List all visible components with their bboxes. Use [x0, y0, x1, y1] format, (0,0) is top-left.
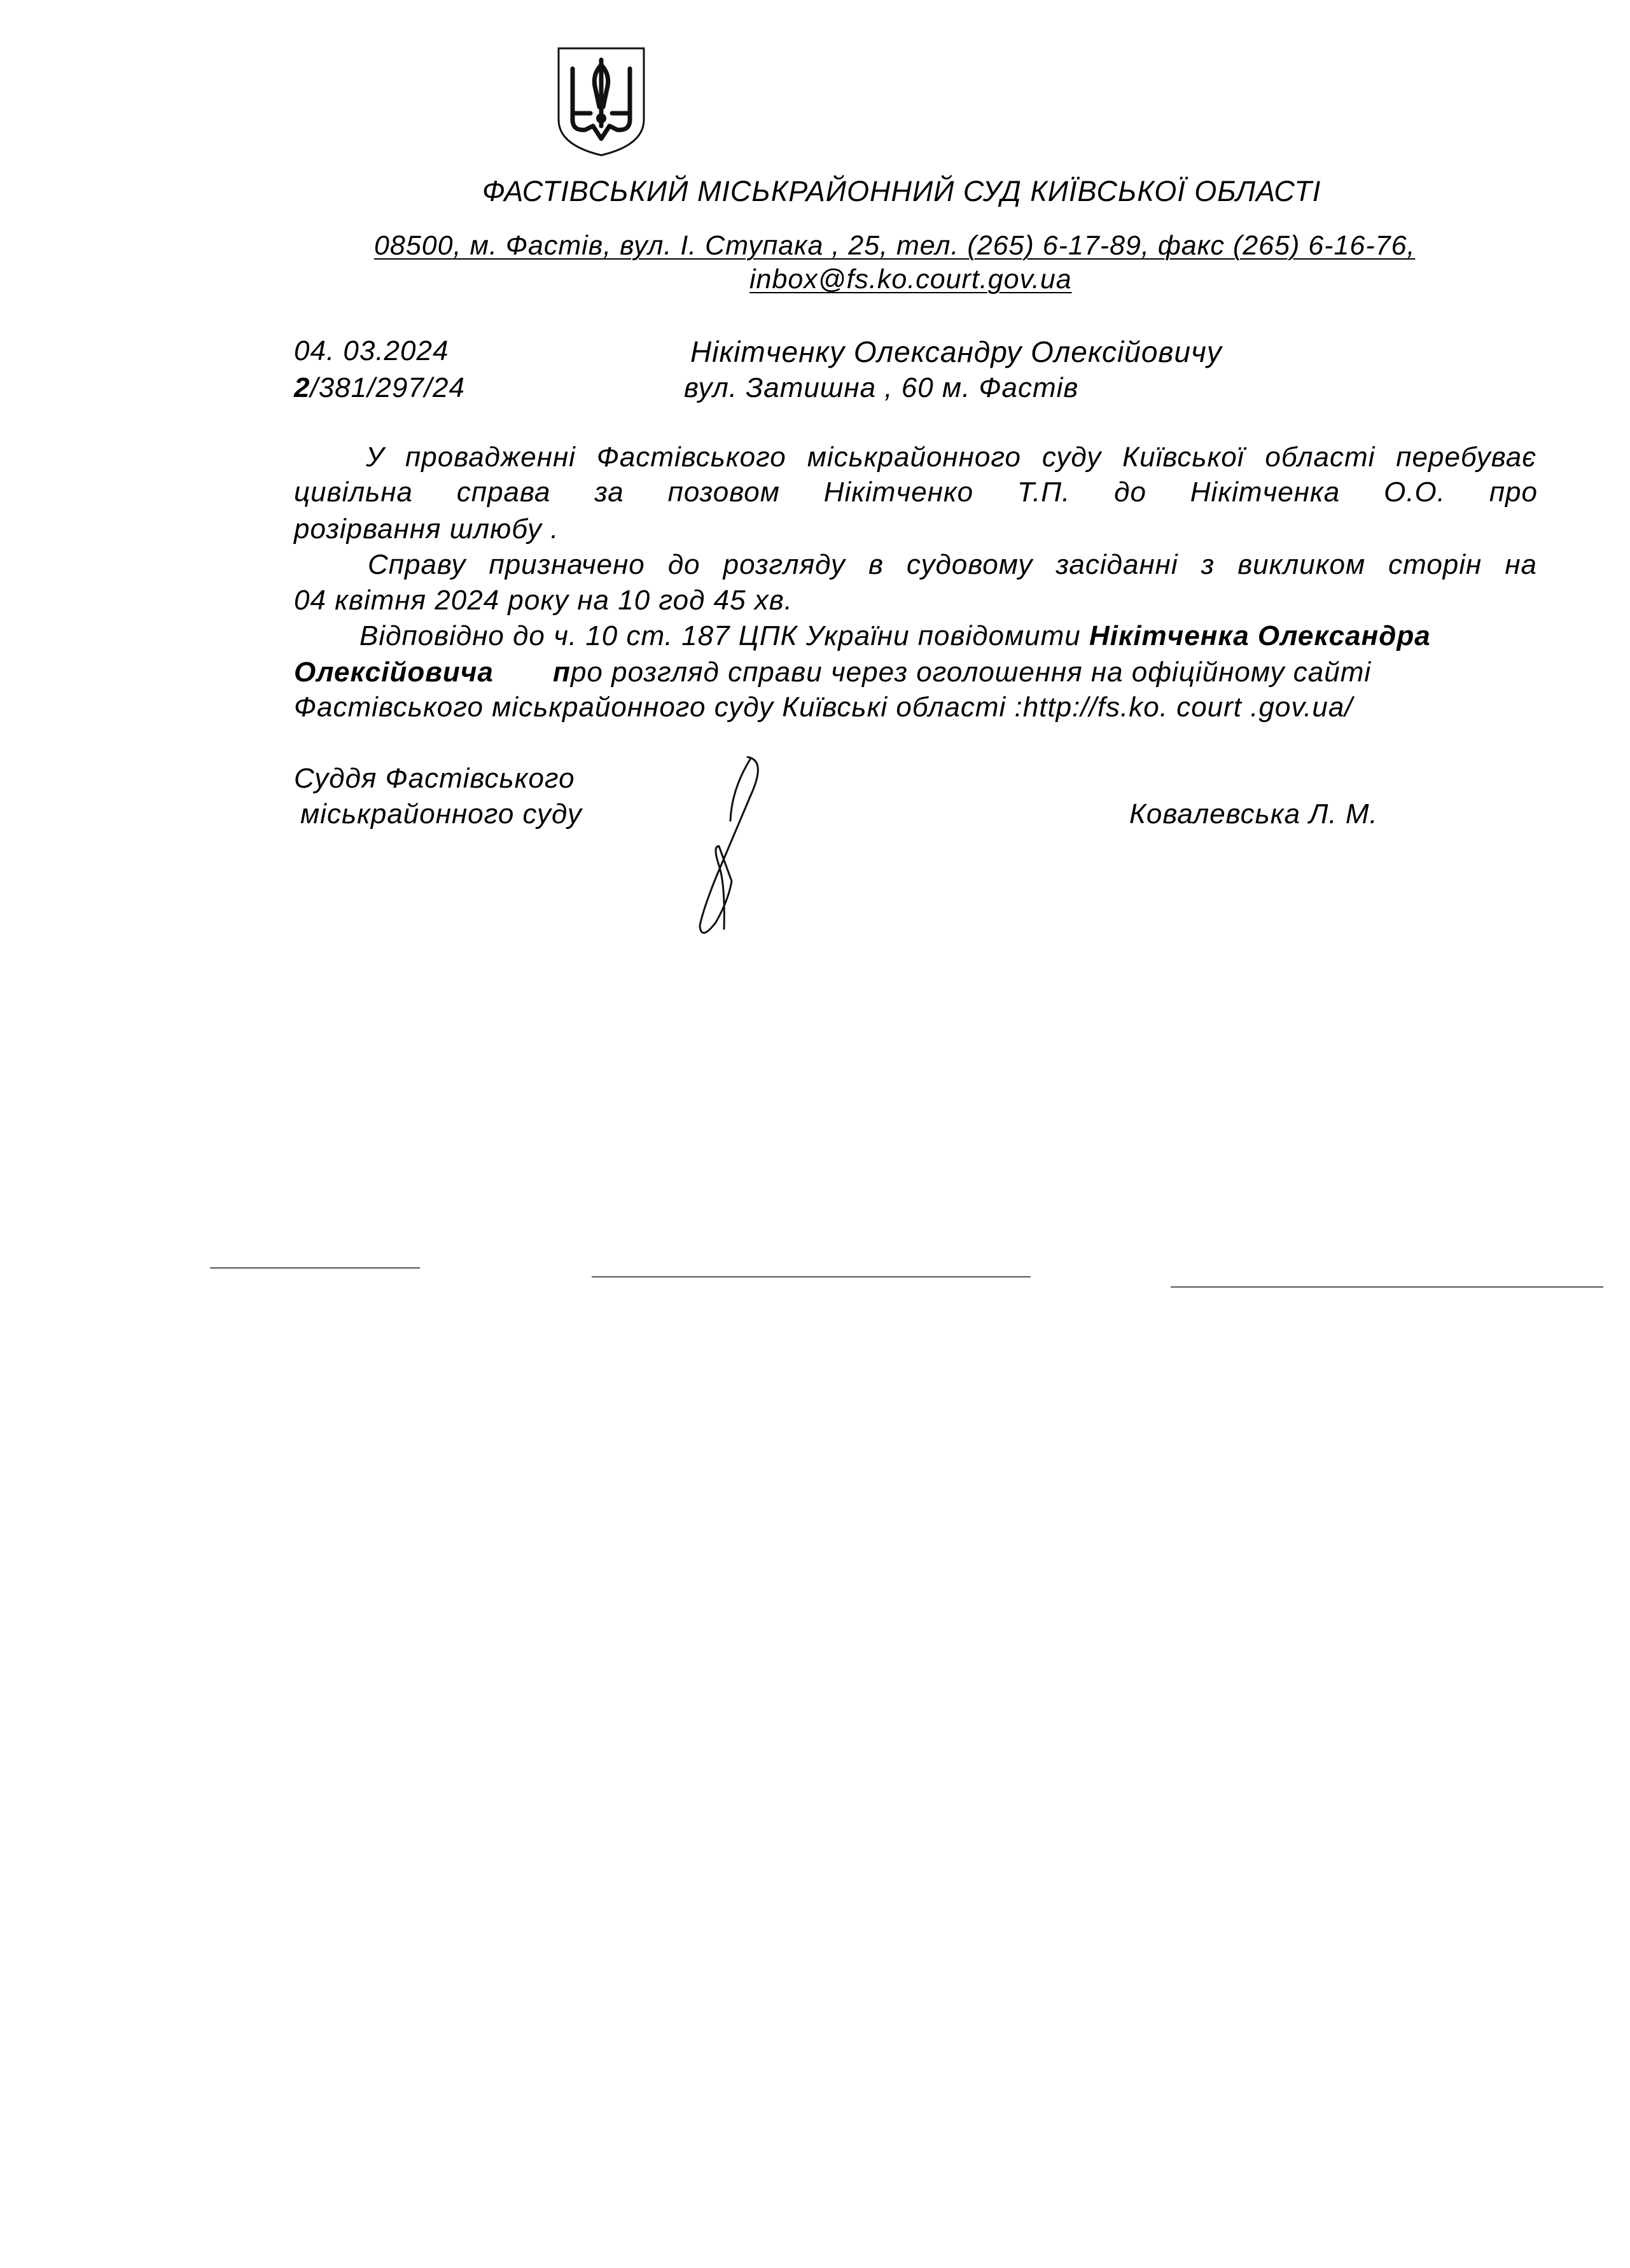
defendant-name: Нікітченка Олександра [1089, 620, 1431, 651]
letter-date: 04. 03.2024 [294, 335, 449, 366]
defendant-patronymic: Олексійовича [294, 657, 494, 688]
court-name: ФАСТІВСЬКИЙ МІСЬКРАЙОННИЙ СУД КИЇВСЬКОЇ ОБЛАСТІ [482, 175, 1321, 207]
recipient-name: Нікітченку Олександру Олексійовичу [690, 335, 1222, 368]
paragraph-1-line-3: розірвання шлюбу . [294, 513, 559, 545]
paragraph-3-text: Відповідно до ч. 10 ст. 187 ЦПК України повідомити [359, 620, 1090, 651]
paragraph-2-line-2: 04 квітня 2024 року на 10 год 45 хв. [294, 585, 793, 616]
paragraph-3-text-2: ро розгляд справи через оголошення на офіційному сайті [570, 657, 1372, 688]
reference-number [294, 374, 465, 402]
bold-letter: п [553, 657, 571, 688]
judge-name: Ковалевська Л. М. [1129, 798, 1378, 830]
reference-prefix: 2 [294, 372, 310, 403]
scan-line [1171, 1286, 1603, 1288]
paragraph-3-line-1 [359, 622, 1431, 650]
handwritten-signature [655, 751, 776, 942]
paragraph-3-line-2 [294, 658, 1371, 686]
paragraph-3-line-3: Фастівського міськрайонного суду Київські області :http://fs.ko. court .gov.ua/ [294, 692, 1353, 723]
paragraph-1-line-1: У провадженні Фастівського міськрайонного суду Київської області перебуває [366, 442, 1536, 473]
court-email-text: inbox@fs.ko.court.gov.ua [749, 264, 1072, 295]
scan-line [592, 1276, 1031, 1277]
scan-line [210, 1267, 420, 1269]
recipient-address: вул. Затишна , 60 м. Фастів [684, 372, 1079, 403]
judge-title-line-1: Суддя Фастівського [294, 763, 575, 794]
court-address: 08500, м. Фастів, вул. І. Ступака , 25, тел. (265) 6-17-89, факс (265) 6-16-76, [374, 230, 1416, 261]
trident-icon [554, 43, 649, 159]
paragraph-1-line-2: цивільна справа за позовом Нікітченко Т.П. до Нікітченка О.О. про [294, 477, 1538, 508]
paragraph-2-line-1: Справу призначено до розгляду в судовому засіданні з викликом сторін на [368, 549, 1537, 580]
reference-rest: /381/297/24 [310, 372, 465, 403]
judge-title-line-2: міськрайонного суду [300, 798, 582, 830]
court-email [749, 266, 1072, 293]
